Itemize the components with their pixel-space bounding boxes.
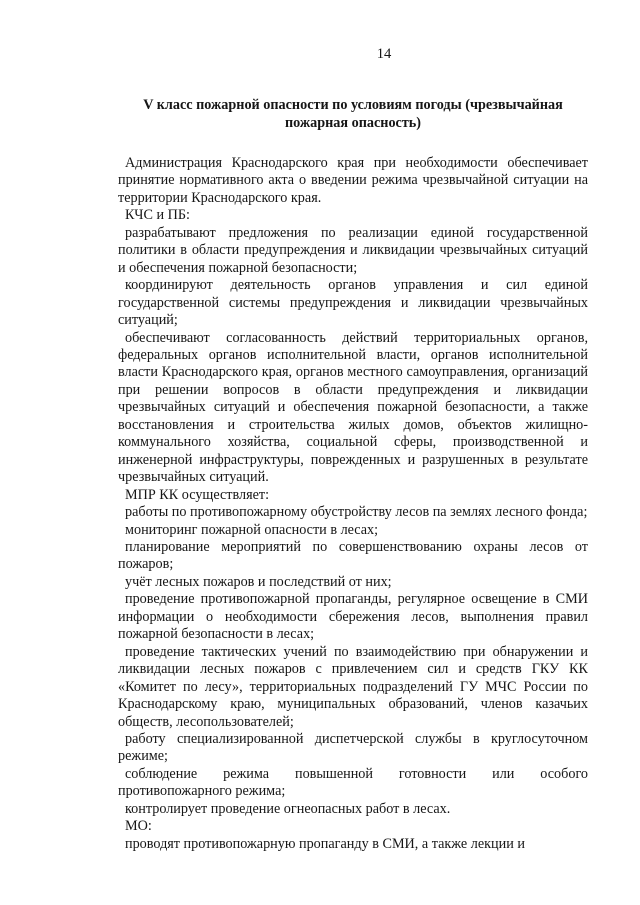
paragraph-mo-header: МО:	[125, 818, 152, 835]
paragraph-mpr-dispatch: работу специализированной диспетчерской службы в круглосуточном режиме;	[118, 730, 588, 765]
paragraph-mpr-propaganda: проведение противопожарной пропаганды, регулярное освещение в СМИ информации о необходимости сбережения лесов, выполнения правил пожарной безопасности в лесах;	[118, 591, 588, 643]
section-heading: V класс пожарной опасности по условиям погоды (чрезвычайная пожарная опасность)	[143, 97, 563, 131]
paragraph-kchs-coordinate: координируют деятельность органов управления и сил единой государственной системы предупреждения и ликвидации чрезвычайных ситуаций;	[118, 277, 588, 329]
paragraph-mpr-header: МПР КК осуществляет:	[125, 486, 270, 503]
paragraph-mo-propaganda: проводят противопожарную пропаганду в СМИ, а также лекции и	[125, 835, 525, 852]
page-number: 14	[376, 46, 392, 62]
paragraph-administration: Администрация Краснодарского края при необходимости обеспечивает принятие нормативного акта о введении режима чрезвычайной ситуации на территории Краснодарского края.	[118, 155, 588, 206]
paragraph-mpr-readiness: соблюдение режима повышенной готовности или особого противопожарного режима;	[118, 765, 588, 800]
paragraph-mpr-works: работы по противопожарному обустройству лесов па землях лесного фонда;	[125, 504, 588, 521]
paragraph-mpr-control: контролирует проведение огнеопасных работ в лесах.	[125, 800, 451, 817]
paragraph-mpr-monitoring: мониторинг пожарной опасности в лесах;	[125, 521, 379, 538]
paragraph-kchs-develop: разрабатывают предложения по реализации единой государственной политики в области предупреждения и ликвидации чрезвычайных ситуаций и обеспечения пожарной безопасности;	[118, 224, 588, 276]
paragraph-mpr-accounting: учёт лесных пожаров и последствий от них;	[125, 573, 392, 590]
paragraph-kchs-header: КЧС и ПБ:	[125, 207, 190, 224]
paragraph-kchs-ensure: обеспечивают согласованность действий территориальных органов, федеральных органов исполнительной власти, органов исполнительной власти Краснодарского края, органов местного самоуправления, организаций при решении вопросов в области предупреждения и ликвидации чрезвычайных ситуаций и обеспечения пожарной безопасности, а также восстановления и строительства жилых домов, объектов жилищно-коммунального хозяйства, социальной сферы, производственной и инженерной инфраструктуры, поврежденных и разрушенных в результате чрезвычайных ситуаций.	[118, 329, 588, 486]
paragraph-mpr-exercises: проведение тактических учений по взаимодействию при обнаружении и ликвидации лесных пожаров с привлечением сил и средств ГКУ КК «Комитет по лесу», территориальных подразделений ГУ МЧС России по Краснодарскому краю, муниципальных образований, членов казачьих обществ, лесопользователей;	[118, 643, 588, 730]
paragraph-mpr-planning: планирование мероприятий по совершенствованию охраны лесов от пожаров;	[118, 538, 588, 573]
